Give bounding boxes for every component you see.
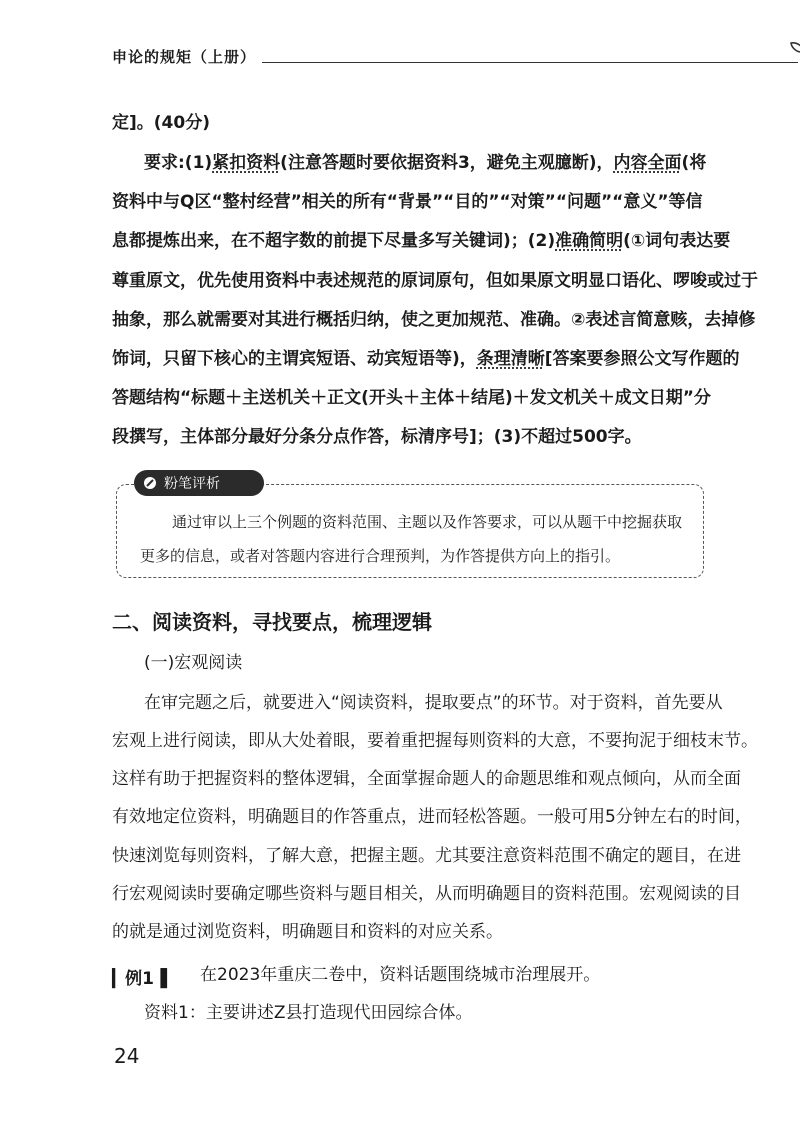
commentary-tag-label: 粉笔评析 xyxy=(164,476,220,492)
text-span: 息都提炼出来，在不超字数的前提下尽量多写关键词)；(2) xyxy=(112,231,556,251)
highlight-phrase: 条理清晰 xyxy=(476,349,545,369)
example-text: 在2023年重庆二卷中，资料话题围绕城市治理展开。 xyxy=(200,965,601,985)
commentary-line: 通过审以上三个例题的资料范围、主题以及作答要求，可以从题干中挖掘获取 xyxy=(172,513,683,531)
body-line: 这样有助于把握资料的整体逻辑，全面掌握命题人的命题思维和观点倾向，从而全面 xyxy=(112,769,741,789)
text-span: (将 xyxy=(681,153,707,173)
pen-icon xyxy=(143,476,157,490)
running-header xyxy=(112,44,712,74)
text-span: 饰词，只留下核心的主谓宾短语、动宾短语等)， xyxy=(112,349,477,369)
text-line: 定]。(40分) xyxy=(112,113,210,133)
example-label: ▎例1▐ xyxy=(112,969,167,989)
body-line: 在审完题之后，就要进入“阅读资料，提取要点”的环节。对于资料，首先要从 xyxy=(144,693,723,713)
text-line xyxy=(112,346,740,372)
material-line: 资料1：主要讲述Z县打造现代田园综合体。 xyxy=(144,1003,473,1023)
body-line: 行宏观阅读时要确定哪些资料与题目相关，从而明确题目的资料范围。宏观阅读的目 xyxy=(112,884,741,904)
text-span: [答案要参照公文写作题的 xyxy=(544,349,740,369)
body-line: 的就是通过浏览资料，明确题目和资料的对应关系。 xyxy=(112,922,503,942)
sprout-icon xyxy=(788,40,800,68)
text-line: 尊重原文，优先使用资料中表述规范的原词原句，但如果原文明显口语化、啰唆或过于 xyxy=(112,271,758,291)
commentary-line: 更多的信息，或者对答题内容进行合理预判，为作答提供方向上的指引。 xyxy=(140,547,621,565)
body-line: 快速浏览每则资料，了解大意，把握主题。尤其要注意资料范围不确定的题目，在进 xyxy=(112,846,741,866)
text-line xyxy=(112,228,730,254)
text-line: 段撰写，主体部分最好分条分点作答，标清序号]；(3)不超过500字。 xyxy=(112,427,642,447)
text-span: (注意答题时要依据资料3，避免主观臆断)， xyxy=(280,153,614,173)
body-line: 有效地定位资料，明确题目的作答重点，进而轻松答题。一般可用5分钟左右的时间， xyxy=(112,807,752,827)
text-line xyxy=(144,150,706,176)
text-line: 资料中与Q区“整村经营”相关的所有“背景”“目的”“对策”“问题”“意义”等信 xyxy=(112,192,703,212)
body-line: 宏观上进行阅读，即从大处着眼，要着重把握每则资料的大意，不要拘泥于细枝末节。 xyxy=(112,731,758,751)
highlight-phrase: 内容全面 xyxy=(613,153,682,173)
text-span: 要求:(1) xyxy=(144,153,213,173)
section-title: 二、阅读资料，寻找要点，梳理逻辑 xyxy=(112,610,432,634)
commentary-tag xyxy=(134,470,264,496)
page-number: 24 xyxy=(114,1044,140,1068)
header-rule xyxy=(262,62,798,63)
highlight-phrase: 紧扣资料 xyxy=(212,153,281,173)
highlight-phrase: 准确简明 xyxy=(555,231,624,251)
header-title: 申论的规矩（上册） xyxy=(112,48,257,66)
text-line: 答题结构“标题＋主送机关＋正文(开头＋主体＋结尾)＋发文机关＋成文日期”分 xyxy=(112,388,711,408)
text-line: 抽象，那么就需要对其进行概括归纳，使之更加规范、准确。②表述言简意赅，去掉修 xyxy=(112,310,756,330)
subsection-title: (一)宏观阅读 xyxy=(144,653,243,673)
text-span: (①词句表达要 xyxy=(623,231,731,251)
